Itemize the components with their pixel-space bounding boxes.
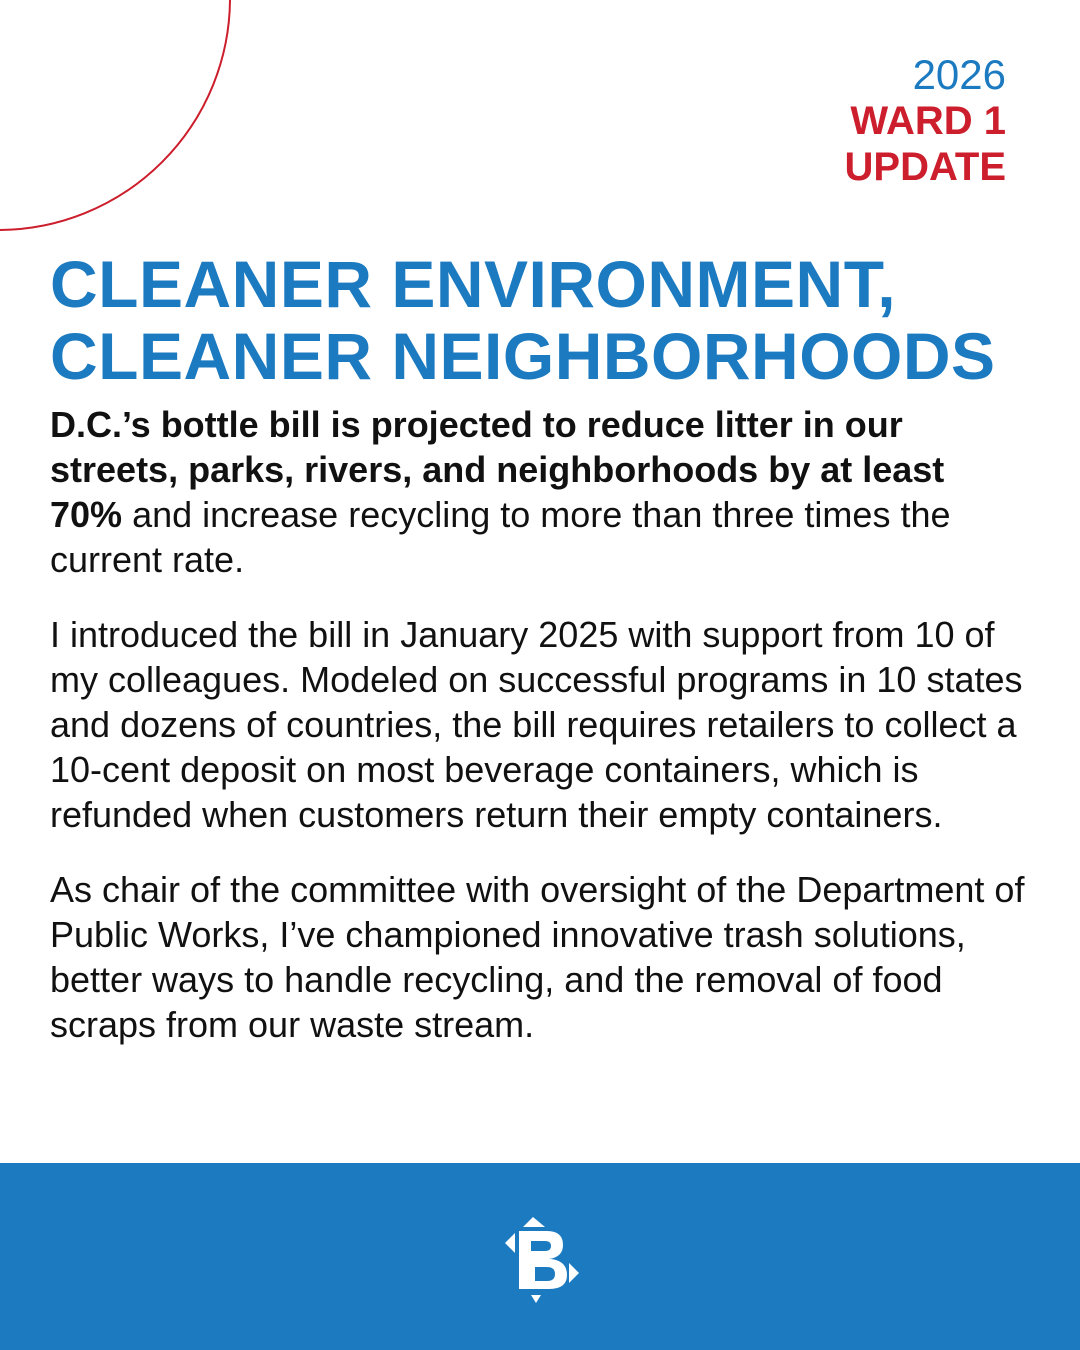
b-logo-icon: [495, 1213, 587, 1309]
paragraph-1: [50, 402, 1025, 582]
body-copy: [50, 402, 1025, 1077]
page-title: [50, 248, 1050, 392]
paragraph-1-rest: and increase recycling to more than three times the current rate.: [50, 494, 951, 580]
update-label: UPDATE: [844, 145, 1006, 189]
ward-label: WARD 1: [850, 99, 1006, 143]
paragraph-3: As chair of the committee with oversight of the Department of Public Works, I’ve championed innovative trash solutions, better ways to handle recycling, and the removal of food scraps from our waste stream.: [50, 869, 1025, 1045]
paragraph-1-bold: D.C.’s bottle bill is projected to reduce litter in our streets, parks, rivers, and neighborhoods by at least 70%: [50, 404, 945, 535]
year-label: 2026: [912, 51, 1006, 98]
paragraph-2: I introduced the bill in January 2025 with support from 10 of my colleagues. Modeled on successful programs in 10 states and dozens of countries, the bill requires retailers to collect a 10-cent deposit on most beverage containers, which is refunded when customers return their empty containers.: [50, 614, 1023, 835]
title-line-2: CLEANER NEIGHBORHOODS: [50, 319, 996, 393]
header-block: [845, 52, 1006, 190]
footer-bar: [0, 1163, 1080, 1350]
title-line-1: CLEANER ENVIRONMENT,: [50, 247, 897, 321]
decorative-arc: [0, 0, 240, 240]
